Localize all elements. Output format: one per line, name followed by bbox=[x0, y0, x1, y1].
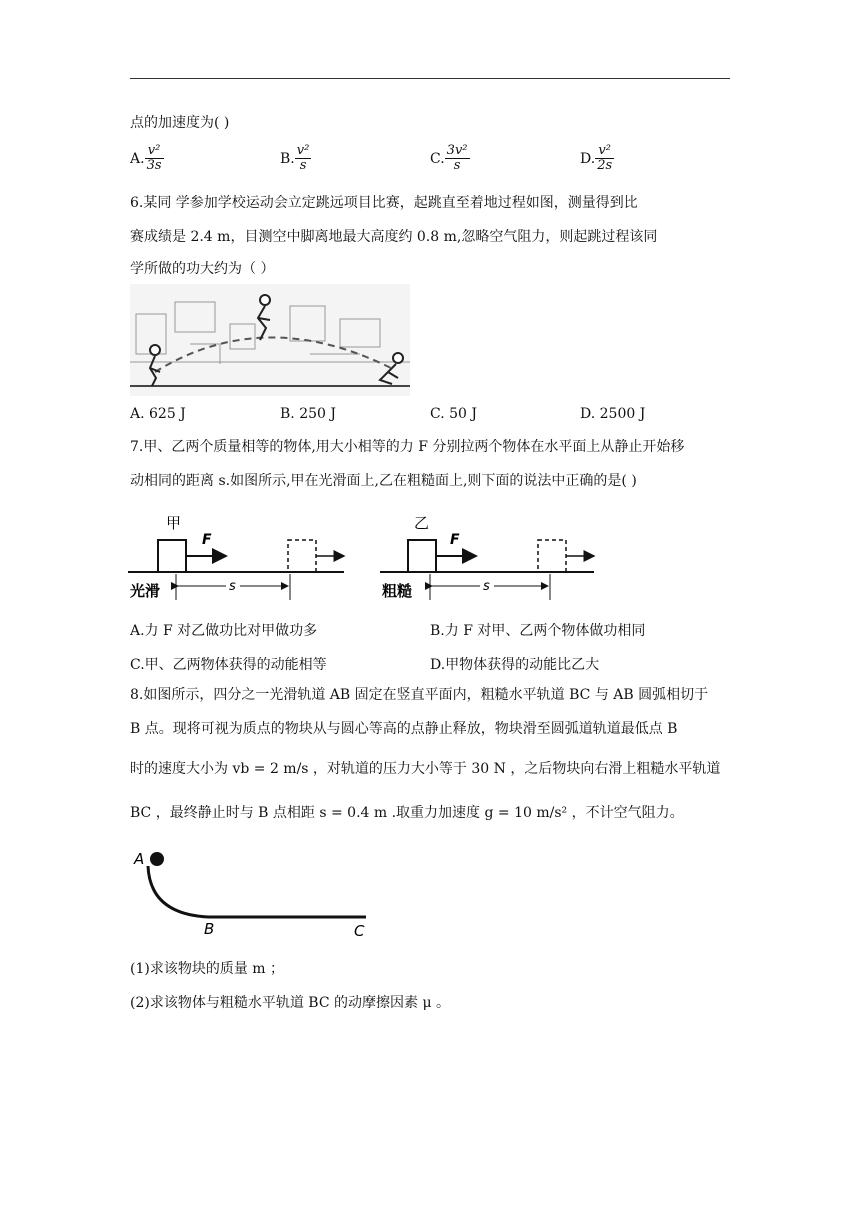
q8-sub-2: (2)求该物体与粗糙水平轨道 BC 的动摩擦因素 μ 。 bbox=[130, 995, 450, 1011]
q6-option-a[interactable]: A. 625 J bbox=[130, 406, 186, 422]
q6-line-1: 6.某同 学参加学校运动会立定跳远项目比赛，起跳直至着地过程如图，测量得到比 bbox=[130, 195, 638, 211]
block-yi bbox=[408, 540, 436, 572]
q6-line-3: 学所做的功大约为（ ） bbox=[130, 261, 275, 277]
q6-line-2: 赛成绩是 2.4 m，目测空中脚离地最大高度约 0.8 m,忽略空气阻力，则起跳过程该同 bbox=[130, 229, 658, 245]
header-rule bbox=[130, 78, 730, 79]
force-label-jia: F bbox=[202, 532, 212, 548]
label-yi: 乙 bbox=[414, 514, 430, 532]
q7-line-1: 7.甲、乙两个质量相等的物体,用大小相等的力 F 分别拉两个物体在水平面上从静止开始移 bbox=[130, 439, 685, 455]
q7-option-a[interactable]: A.力 F 对乙做功比对甲做功多 bbox=[130, 623, 318, 639]
q7-option-b[interactable]: B.力 F 对甲、乙两个物体做功相同 bbox=[430, 623, 646, 639]
label-jia: 甲 bbox=[166, 514, 182, 532]
q8-line-3: 时的速度大小为 vb = 2 m/s ，对轨道的压力大小等于 30 N ，之后物块向右滑上粗糙水平轨道 bbox=[130, 761, 721, 777]
q5-option-a[interactable]: A. $\frac{\text{v²}}{3s}$ bbox=[130, 143, 162, 174]
q5-option-c[interactable]: C. $\frac{\text{3v²}}{s}$ bbox=[430, 143, 468, 174]
q8-line-4: BC ，最终静止时与 B 点相距 s = 0.4 m .取重力加速度 g = 10 m/s² ，不计空气阻力。 bbox=[130, 805, 684, 821]
arc-ab bbox=[148, 866, 208, 917]
q8-sub-1: (1)求该物块的质量 m ； bbox=[130, 961, 285, 977]
q5-tail: 点的加速度为( ) bbox=[130, 115, 230, 131]
q8-line-2: B 点。现将可视为质点的物块从与圆心等高的点静止释放，物块滑至圆弧道轨道最低点 B bbox=[130, 721, 678, 737]
long-jump-figure bbox=[130, 284, 410, 396]
smooth-surface-figure bbox=[128, 508, 348, 604]
point-a-label: A bbox=[134, 850, 145, 868]
track-figure bbox=[130, 846, 380, 942]
block-jia bbox=[158, 540, 186, 572]
point-c-label: C bbox=[354, 922, 365, 940]
block-ball bbox=[150, 852, 164, 866]
rough-surface-figure bbox=[380, 508, 600, 604]
q6-option-b[interactable]: B. 250 J bbox=[280, 406, 336, 422]
q7-option-d[interactable]: D.甲物体获得的动能比乙大 bbox=[430, 657, 600, 673]
distance-label-yi: s bbox=[483, 579, 490, 594]
force-label-yi: F bbox=[450, 532, 460, 548]
distance-label-jia: s bbox=[229, 579, 236, 594]
smooth-label: 光滑 bbox=[130, 582, 161, 600]
q5-option-d[interactable]: D. $\frac{\text{v²}}{2s}$ bbox=[580, 143, 613, 174]
rough-label: 粗糙 bbox=[382, 582, 413, 600]
q7-option-c[interactable]: C.甲、乙两物体获得的动能相等 bbox=[130, 657, 327, 673]
point-b-label: B bbox=[204, 920, 215, 938]
q5-option-b[interactable]: B. $\frac{\text{v²}}{s}$ bbox=[280, 143, 310, 174]
q6-option-d[interactable]: D. 2500 J bbox=[580, 406, 646, 422]
q6-option-c[interactable]: C. 50 J bbox=[430, 406, 477, 422]
q7-line-2: 动相同的距离 s.如图所示,甲在光滑面上,乙在粗糙面上,则下面的说法中正确的是( ) bbox=[130, 473, 637, 489]
q8-line-1: 8.如图所示，四分之一光滑轨道 AB 固定在竖直平面内，粗糙水平轨道 BC 与 AB 圆弧相切于 bbox=[130, 687, 709, 703]
